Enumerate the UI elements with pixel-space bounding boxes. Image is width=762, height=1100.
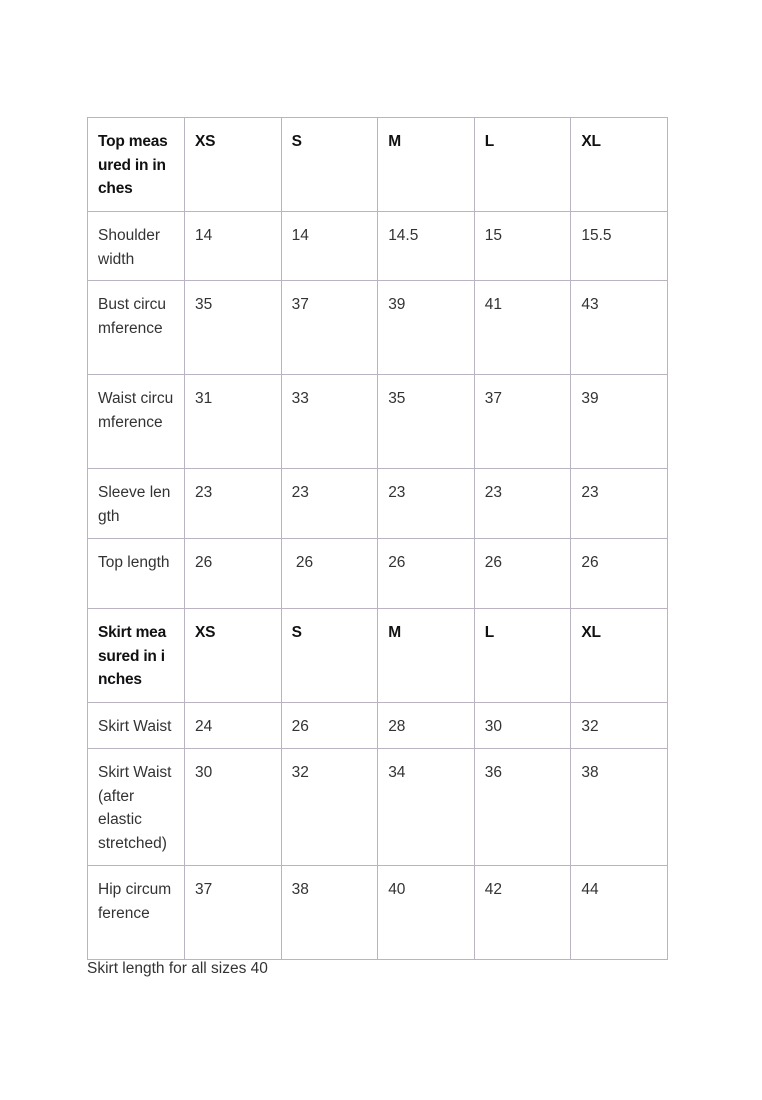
table-cell: 14	[185, 212, 282, 281]
header-cell-xl: XL	[571, 609, 668, 703]
row-label: Skirt Waist	[88, 703, 185, 749]
table-cell: 26	[281, 539, 378, 609]
table-row	[88, 212, 668, 281]
table-cell: 33	[281, 375, 378, 469]
table-cell: 26	[378, 539, 475, 609]
table-cell: 34	[378, 749, 475, 866]
table-cell: 26	[281, 703, 378, 749]
table-cell: 40	[378, 866, 475, 960]
table-row	[88, 469, 668, 539]
table-cell: 37	[474, 375, 571, 469]
table-cell: 14.5	[378, 212, 475, 281]
header-cell-m: M	[378, 118, 475, 212]
table-cell: 23	[185, 469, 282, 539]
table-cell: 31	[185, 375, 282, 469]
header-cell-label: Top measured in inches	[88, 118, 185, 212]
row-label: Skirt Waist (after elastic stretched)	[88, 749, 185, 866]
table-cell: 15.5	[571, 212, 668, 281]
header-cell-s: S	[281, 118, 378, 212]
header-cell-label: Skirt measured in inches	[88, 609, 185, 703]
table-cell: 41	[474, 281, 571, 375]
skirt-length-note: Skirt length for all sizes 40	[87, 960, 268, 977]
table-cell: 23	[281, 469, 378, 539]
row-label: Sleeve length	[88, 469, 185, 539]
table-cell: 43	[571, 281, 668, 375]
table-cell: 35	[378, 375, 475, 469]
table-row	[88, 281, 668, 375]
top-header-row	[88, 118, 668, 212]
table-cell: 37	[185, 866, 282, 960]
table-cell: 23	[474, 469, 571, 539]
header-cell-l: L	[474, 118, 571, 212]
table-cell: 35	[185, 281, 282, 375]
size-chart-table	[87, 117, 668, 960]
table-cell: 38	[571, 749, 668, 866]
table-row	[88, 539, 668, 609]
row-label: Bust circumference	[88, 281, 185, 375]
table-cell: 30	[474, 703, 571, 749]
table-cell: 23	[571, 469, 668, 539]
table-cell: 36	[474, 749, 571, 866]
row-label: Shoulder width	[88, 212, 185, 281]
table-cell: 14	[281, 212, 378, 281]
table-row	[88, 866, 668, 960]
table-cell: 32	[281, 749, 378, 866]
row-label: Top length	[88, 539, 185, 609]
skirt-header-row	[88, 609, 668, 703]
table-cell: 26	[571, 539, 668, 609]
header-cell-xs: XS	[185, 609, 282, 703]
table-cell: 26	[474, 539, 571, 609]
table-cell: 44	[571, 866, 668, 960]
table-cell: 37	[281, 281, 378, 375]
table-cell: 26	[185, 539, 282, 609]
table-cell: 42	[474, 866, 571, 960]
table-cell: 28	[378, 703, 475, 749]
table-cell: 15	[474, 212, 571, 281]
table-cell: 24	[185, 703, 282, 749]
table-cell: 32	[571, 703, 668, 749]
table-cell: 30	[185, 749, 282, 866]
row-label: Waist circumference	[88, 375, 185, 469]
header-cell-l: L	[474, 609, 571, 703]
table-row	[88, 375, 668, 469]
header-cell-xs: XS	[185, 118, 282, 212]
header-cell-m: M	[378, 609, 475, 703]
table-cell: 38	[281, 866, 378, 960]
header-cell-s: S	[281, 609, 378, 703]
row-label: Hip circumference	[88, 866, 185, 960]
table-cell: 23	[378, 469, 475, 539]
header-cell-xl: XL	[571, 118, 668, 212]
table-cell: 39	[378, 281, 475, 375]
table-cell: 39	[571, 375, 668, 469]
table-row	[88, 703, 668, 749]
table-row	[88, 749, 668, 866]
